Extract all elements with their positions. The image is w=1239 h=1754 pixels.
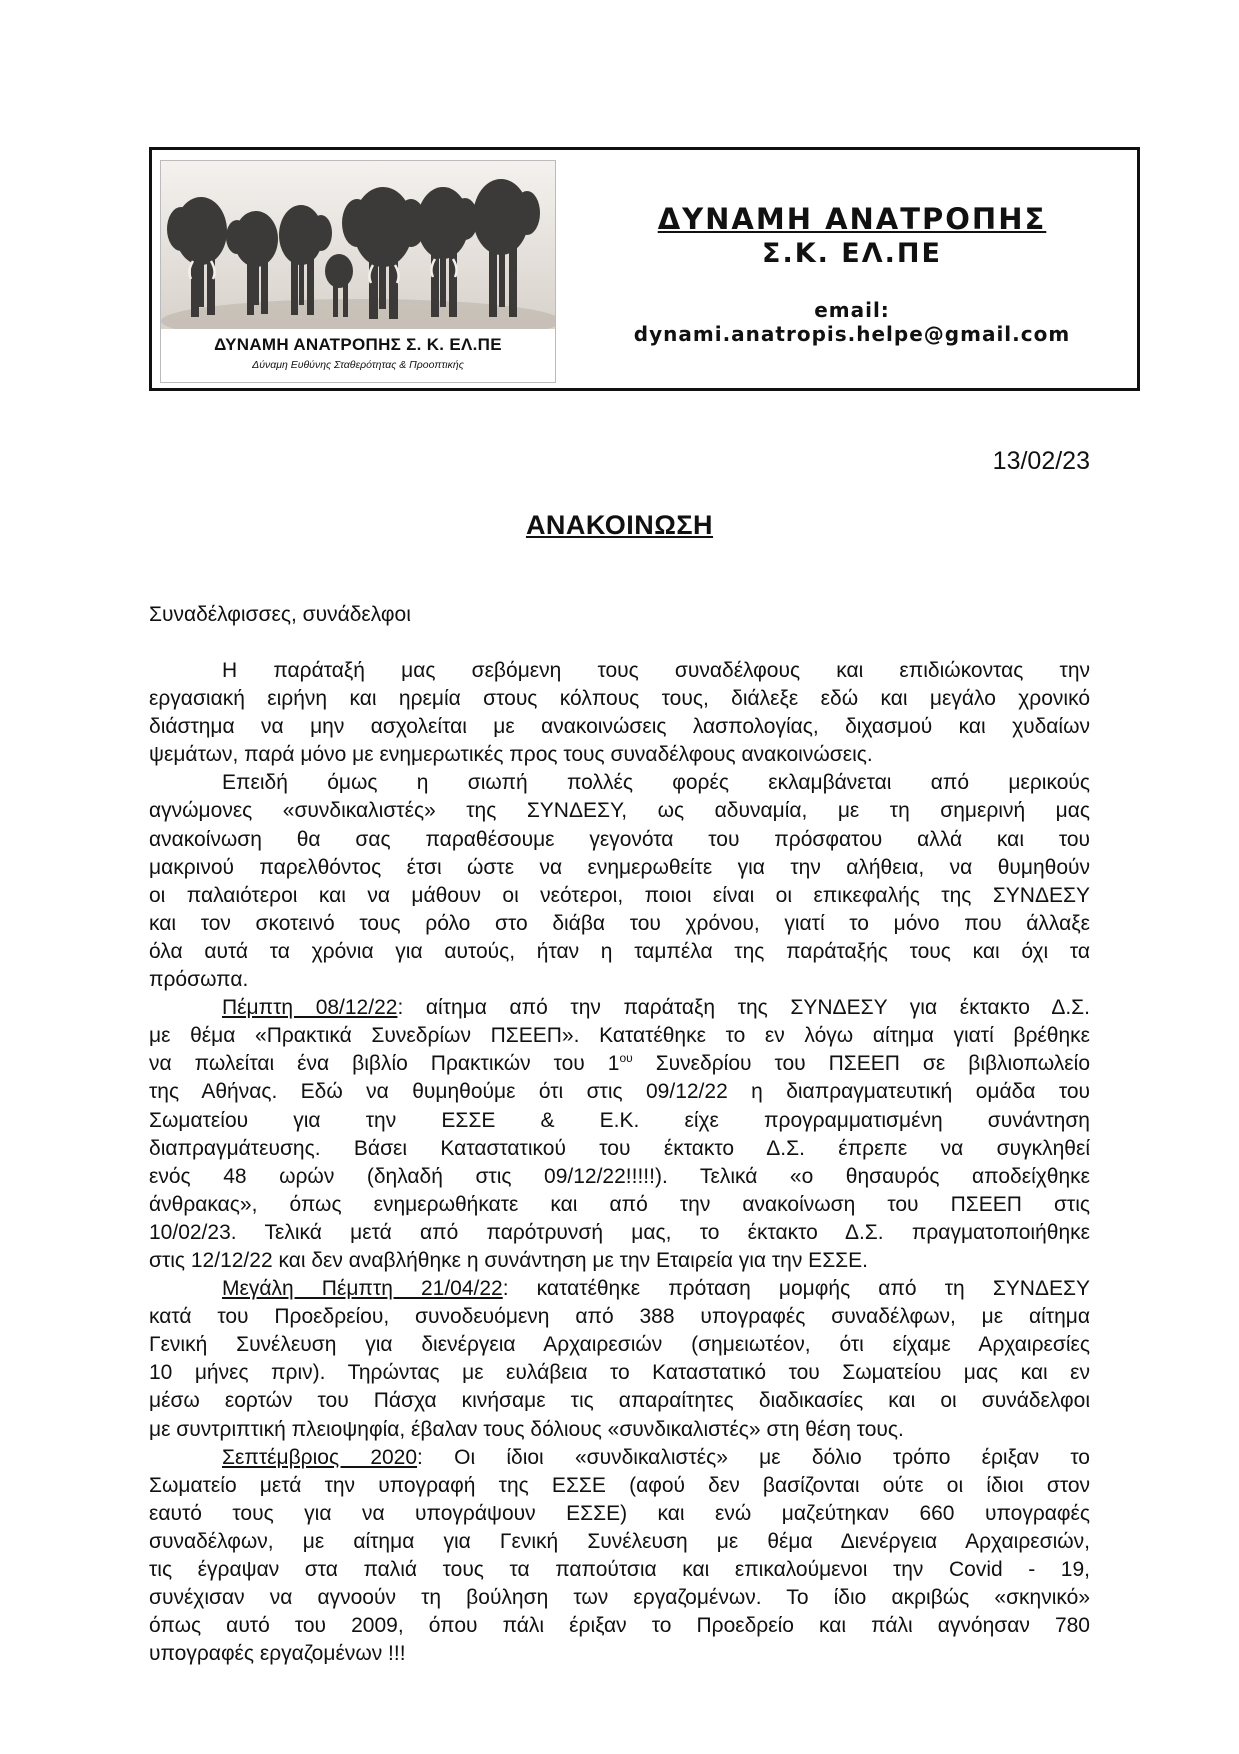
paragraph-5-line: τις έγραψαν στα παλιά τους τα παπούτσια και επικαλούμενοι την Covid - 19, <box>149 1558 1090 1581</box>
announcement-date: 13/02/23 <box>992 447 1090 475</box>
paragraph-3-line <box>149 1050 1090 1078</box>
paragraph-5-line: εαυτό τους για να υπογράψουν ΕΣΣΕ) και ενώ μαζεύτηκαν 660 υπογραφές <box>149 1501 1090 1525</box>
paragraph-2-line: μακρινού παρελθόντος έτσι ώστε να ενημερωθείτε για την αλήθεια, να θυμηθούν <box>149 855 1090 879</box>
paragraph-5-line: συνέχισαν να αγνοούν τη βούληση των εργαζομένων. Το ίδιο ακριβώς «σκηνικό» <box>149 1586 1090 1610</box>
paragraph-5-line: Σωματείο μετά την υπογραφή της ΕΣΣΕ (αφού δεν βασίζονται ούτε οι ίδιοι στον <box>149 1473 1090 1497</box>
paragraph-2-line: όλα αυτά τα χρόνια για αυτούς, ήταν η ταμπέλα της παράταξής τους και όχι τα <box>149 939 1090 963</box>
superscript-ordinal: ου <box>619 1051 633 1066</box>
paragraph-4-line: Γενική Συνέλευση για διενέργεια Αρχαιρεσιών (σημειωτέον, ότι είχαμε Αρχαιρεσίες <box>149 1333 1090 1357</box>
paragraph-3-date: Πέμπτη 08/12/22 <box>222 996 398 1020</box>
organization-subtitle: Σ.Κ. ΕΛ.ΠΕ <box>762 238 942 269</box>
paragraph-2-line: αγνώμονες «συνδικαλιστές» της ΣΥΝΔΕΣΥ, ως αδυναμία, με τη σημερινή μας <box>149 799 1090 823</box>
paragraph-2-line: ανακοίνωση θα σας παραθέσουμε γεγονότα του πρόσφατου αλλά και του <box>149 827 1090 851</box>
paragraph-5-line: υπογραφές εργαζομένων !!! <box>149 1642 406 1666</box>
paragraph-3-line: ενός 48 ωρών (δηλαδή στις 09/12/22!!!!!). Τελικά «ο θησαυρός αποδείχθηκε <box>149 1164 1090 1188</box>
paragraph-4-line <box>149 1275 1090 1303</box>
photo-caption-title: ΔΥΝΑΜΗ ΑΝΑΤΡΟΠΗΣ Σ. Κ. ΕΛ.ΠΕ <box>214 335 502 354</box>
announcement-body <box>149 657 1090 1668</box>
paragraph-4-date: Μεγάλη Πέμπτη 21/04/22 <box>222 1277 503 1301</box>
paragraph-5-date: Σεπτέμβριος 2020 <box>222 1445 418 1469</box>
paragraph-2-line: οι παλαιότεροι και να μάθουν οι νεότεροι, ποιοι είναι οι επικεφαλής της ΣΥΝΔΕΣΥ <box>149 883 1090 907</box>
header-banner <box>149 147 1140 391</box>
paragraph-3-text: να πωλείται ένα βιβλίο Πρακτικών του 1 <box>149 1052 620 1076</box>
paragraph-3-line: διαπραγμάτευσης. Βάσει Καταστατικού του έκτακτο Δ.Σ. έπρεπε να συγκληθεί <box>149 1136 1090 1160</box>
paragraph-3-first-text: : αίτημα από την παράταξη της ΣΥΝΔΕΣΥ για έκτακτο Δ.Σ. <box>397 996 1090 1020</box>
paragraph-2-line: Επειδή όμως η σιωπή πολλές φορές εκλαμβάνεται από μερικούς <box>222 771 1090 795</box>
paragraph-4-line: κατά του Προεδρείου, συνοδευόμενη από 388 υπογραφές συναδέλφων, με αίτημα <box>149 1305 1090 1329</box>
organization-name-text: ΔΥΝΑΜΗ ΑΝΑΤΡΟΠΗΣ <box>657 202 1047 236</box>
photo-caption <box>161 329 555 383</box>
email-label: email: <box>814 298 890 322</box>
paragraph-5-first-text: : Οι ίδιοι «συνδικαλιστές» με δόλιο τρόπο έριξαν το <box>417 1445 1090 1469</box>
paragraph-1-line: Η παράταξή μας σεβόμενη τους συναδέλφους και επιδιώκοντας την <box>222 659 1090 682</box>
paragraph-4-line: με συντριπτική πλειοψηφία, έβαλαν τους δόλιους «συνδικαλιστές» στη θέση τους. <box>149 1417 904 1441</box>
elephant-herd-photo <box>160 160 556 383</box>
paragraph-5-line <box>149 1444 1090 1472</box>
paragraph-3-line: Σωματείου για την ΕΣΣΕ & Ε.Κ. είχε προγραμματισμένη συνάντηση <box>149 1108 1090 1132</box>
paragraph-5-line: συναδέλφων, με αίτημα για Γενική Συνέλευση με θέμα Διενέργεια Αρχαιρεσιών, <box>149 1529 1090 1553</box>
paragraph-3-line: άνθρακας», όπως ενημερωθήκατε και από την ανακοίνωση του ΠΣΕΕΠ στις <box>149 1192 1090 1216</box>
paragraph-4-line: 10 μήνες πριν). Τηρώντας με ευλάβεια το Καταστατικό του Σωματείου μας και εν <box>149 1361 1090 1385</box>
photo-caption-subtitle: Δύναμη Ευθύνης Σταθερότητας & Προοπτικής <box>252 359 464 371</box>
paragraph-3-line: στις 12/12/22 και δεν αναβλήθηκε η συνάντηση με την Εταιρεία για την ΕΣΣΕ. <box>149 1248 868 1272</box>
paragraph-1-line: εργασιακή ειρήνη και ηρεμία στους κόλπους τους, διάλεξε εδώ και μεγάλο χρονικό <box>149 687 1090 711</box>
paragraph-3-line: της Αθήνας. Εδώ να θυμηθούμε ότι στις 09/12/22 η διαπραγματευτική ομάδα του <box>149 1080 1090 1104</box>
paragraph-2-line: πρόσωπα. <box>149 968 249 992</box>
paragraph-1-line: ψεμάτων, παρά μόνο με ενημερωτικές προς τους συναδέλφους ανακοινώσεις. <box>149 743 873 767</box>
announcement-title: ΑΝΑΚΟΙΝΩΣΗ <box>525 510 714 540</box>
paragraph-4-first-text: : κατατέθηκε πρόταση μομφής από τη ΣΥΝΔΕΣΥ <box>502 1277 1090 1301</box>
paragraph-3-line <box>149 994 1090 1022</box>
paragraph-3-line: 10/02/23. Τελικά μετά από παρότρυνσή μας, το έκτακτο Δ.Σ. πραγματοποιήθηκε <box>149 1220 1090 1244</box>
paragraph-5-line: όπως αυτό του 2009, όπου πάλι έριξαν το Προεδρείο και πάλι αγνόησαν 780 <box>149 1614 1090 1638</box>
greeting: Συναδέλφισσες, συνάδελφοι <box>149 603 411 626</box>
paragraph-3-text: Συνεδρίου του ΠΣΕΕΠ σε βιβλιοπωλείο <box>632 1052 1091 1076</box>
email-address: dynami.anatropis.helpe@gmail.com <box>633 322 1071 346</box>
paragraph-4-line: μέσω εορτών του Πάσχα κινήσαμε τις απαραίτητες διαδικασίες και οι συνάδελφοι <box>149 1389 1090 1413</box>
paragraph-1-line: διάστημα να μην ασχολείται με ανακοινώσεις λασπολογίας, διχασμού και χυδαίων <box>149 715 1090 739</box>
organization-name <box>567 202 1137 236</box>
paragraph-3-line: με θέμα «Πρακτικά Συνεδρίων ΠΣΕΕΠ». Κατατέθηκε το εν λόγω αίτημα γιατί βρέθηκε <box>149 1024 1090 1048</box>
paragraph-2-line: και τον σκοτεινό τους ρόλο στο διάβα του χρόνου, γιατί το μόνο που άλλαξε <box>149 911 1090 935</box>
